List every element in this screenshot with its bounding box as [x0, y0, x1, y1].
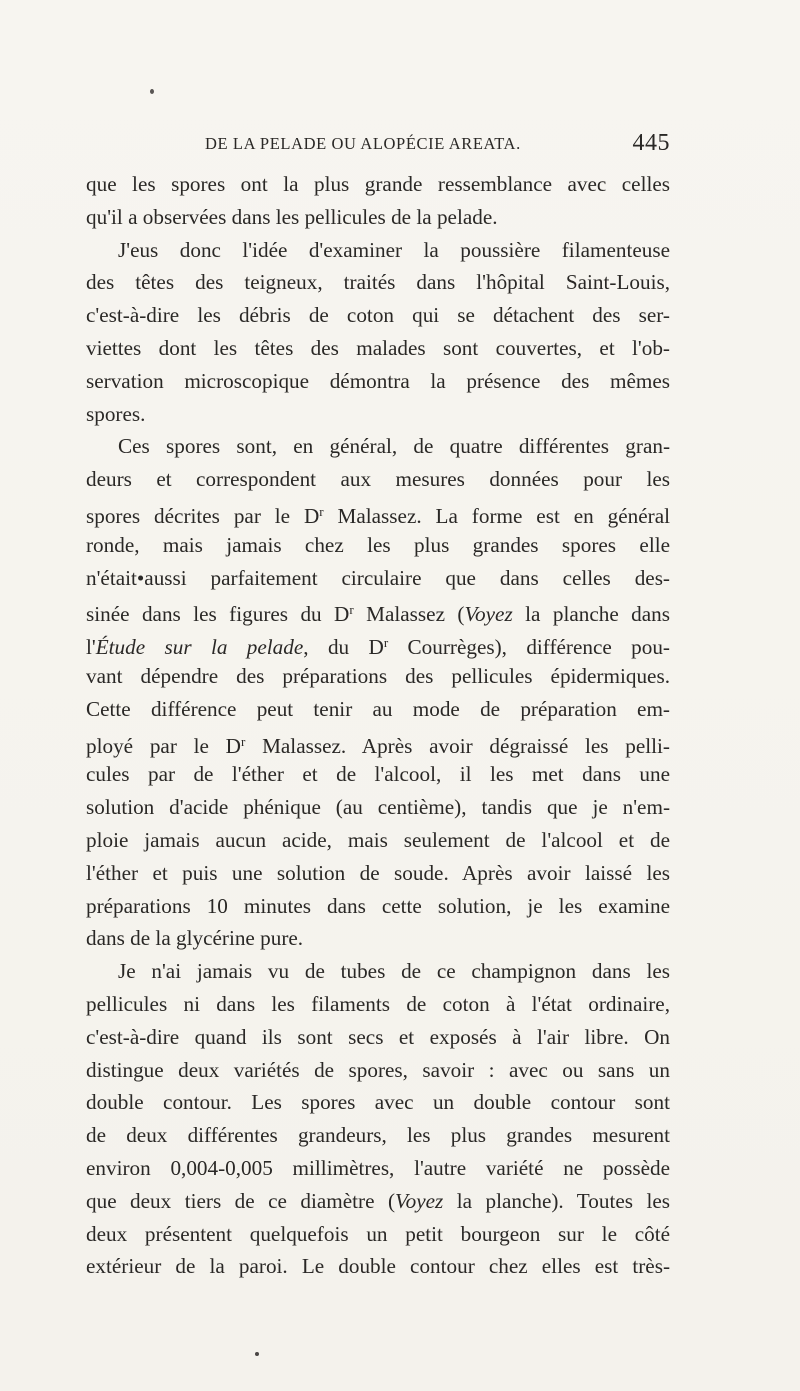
- text-run: Malassez. Après avoir dégraissé les pelli-: [245, 733, 670, 758]
- text-run: sinée dans les figures du D: [86, 602, 350, 627]
- superscript: r: [349, 602, 354, 618]
- text-line: n'était•aussi parfaitement circulaire que dans celles des-: [86, 565, 670, 590]
- text-run: Malassez (: [353, 602, 465, 627]
- superscript: r: [319, 503, 324, 519]
- text-line: c'est-à-dire les débris de coton qui se détachent des ser-: [86, 303, 670, 328]
- page-header: [108, 130, 670, 160]
- text-line: l'éther et puis une solution de soude. Après avoir laissé les: [86, 860, 670, 885]
- text-line: ploie jamais aucun acide, mais seulement de l'alcool et de: [86, 827, 670, 852]
- text-line: servation microscopique démontra la présence des mêmes: [86, 368, 670, 393]
- text-run: ployé par le D: [86, 733, 241, 758]
- text-run: , du D: [303, 635, 384, 660]
- text-line: environ 0,004-0,005 millimètres, l'autre variété ne possède: [86, 1155, 670, 1180]
- text-line: [86, 496, 670, 529]
- text-line: préparations 10 minutes dans cette solution, je les examine: [86, 893, 670, 918]
- text-run: spores décrites par le D: [86, 503, 320, 528]
- superscript: r: [383, 635, 389, 651]
- italic-run: Voyez: [464, 602, 513, 627]
- ink-speck: [150, 89, 154, 94]
- superscript: r: [240, 733, 246, 749]
- text-line: pellicules ni dans les filaments de coton à l'état ordinaire,: [86, 991, 670, 1016]
- running-title: DE LA PELADE OU ALOPÉCIE AREATA.: [205, 134, 521, 153]
- ink-speck: [255, 1352, 259, 1356]
- text-line: qu'il a observées dans les pellicules de la pelade.: [86, 204, 498, 229]
- text-line: [86, 1185, 670, 1218]
- text-line: J'eus donc l'idée d'examiner la poussière filamenteuse: [118, 237, 670, 262]
- page-number: 445: [632, 130, 670, 156]
- text-line: de deux différentes grandeurs, les plus grandes mesurent: [86, 1123, 670, 1148]
- italic-run: Étude sur la pelade: [95, 635, 304, 660]
- text-line: Ces spores sont, en général, de quatre différentes gran-: [118, 434, 670, 459]
- text-line: deux présentent quelquefois un petit bourgeon sur le côté: [86, 1221, 670, 1246]
- text-line: c'est-à-dire quand ils sont secs et exposés à l'air libre. On: [86, 1024, 670, 1049]
- body-text: [86, 168, 670, 1283]
- text-line: double contour. Les spores avec un double contour sont: [86, 1090, 670, 1115]
- text-line: deurs et correspondent aux mesures données pour les: [86, 467, 670, 492]
- text-line: cules par de l'éther et de l'alcool, il les met dans une: [86, 762, 670, 787]
- text-line: des têtes des teigneux, traités dans l'hôpital Saint-Louis,: [86, 270, 670, 295]
- text-run: que deux tiers de ce diamètre (: [86, 1188, 396, 1213]
- text-line: [86, 594, 670, 627]
- text-line: [86, 627, 670, 660]
- text-line: Cette différence peut tenir au mode de préparation em-: [86, 696, 670, 721]
- text-run: la planche). Toutes les: [443, 1188, 670, 1213]
- text-run: la planche dans: [512, 602, 671, 627]
- text-line: Je n'ai jamais vu de tubes de ce champignon dans les: [118, 959, 670, 984]
- text-line: extérieur de la paroi. Le double contour chez elles est très-: [86, 1254, 670, 1279]
- italic-run: Voyez: [395, 1188, 444, 1213]
- text-run: Malassez. La forme est en général: [323, 503, 670, 528]
- text-line: solution d'acide phénique (au centième), tandis que je n'em-: [86, 795, 670, 820]
- text-line: dans de la glycérine pure.: [86, 926, 304, 951]
- text-line: vant dépendre des préparations des pellicules épidermiques.: [86, 663, 670, 688]
- text-line: ronde, mais jamais chez les plus grandes spores elle: [86, 532, 670, 557]
- text-line: que les spores ont la plus grande ressemblance avec celles: [86, 172, 670, 196]
- text-line: viettes dont les têtes des malades sont couvertes, et l'ob-: [86, 335, 670, 360]
- text-line: distingue deux variétés de spores, savoir : avec ou sans un: [86, 1057, 670, 1082]
- text-line: [86, 726, 670, 759]
- text-run: Courrèges), différence pou-: [388, 635, 670, 660]
- text-run: l': [86, 635, 96, 660]
- text-line: spores.: [86, 401, 146, 426]
